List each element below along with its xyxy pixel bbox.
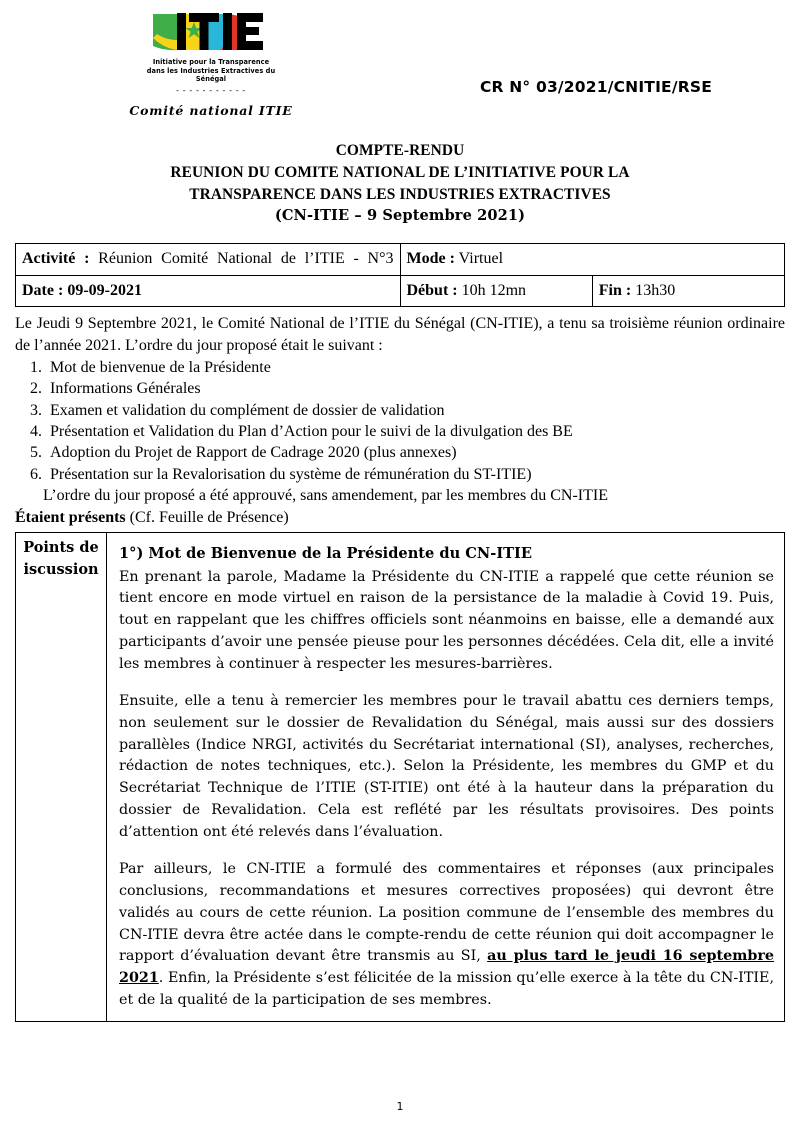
list-item: 1. Mot de bienvenue de la Présidente <box>46 357 800 378</box>
title-line-2: REUNION DU COMITE NATIONAL DE L’INITIATIVE POUR LA <box>170 163 630 181</box>
section-paragraph-3-part-2: . Enfin, la Présidente s’est félicitée de la mission qu’elle exerce à la tête du CN-ITIE, et de la qualité de la participation de ses membres. <box>119 969 774 1008</box>
section-paragraph-1: En prenant la parole, Madame la Présidente du CN-ITIE a rappelé que cette réunion se tient encore en mode virtuel en raison de la persistance de la maladie à Covid 19. Puis, tout en rappelant que les chiffres officiels sont néanmoins en baisse, elle a demandé aux participants d’avoir une pensée pieuse pour les personnes décédées. Cela dit, elle a invité les membres à continuer à respecter les mesures-barrières. <box>119 568 774 672</box>
start-time-label: Début : <box>406 281 458 299</box>
activity-value: Réunion Comité National de l’ITIE - N°3 <box>98 250 394 268</box>
date-cell <box>16 275 401 306</box>
mode-cell <box>400 244 785 275</box>
table-row <box>16 275 785 306</box>
itie-logo-tagline: Initiative pour la Transparence dans les Industries Extractives du Sénégal <box>146 58 276 84</box>
table-row <box>16 244 785 275</box>
title-line-4: (CN-ITIE – 9 Septembre 2021) <box>274 206 526 224</box>
mode-label: Mode : <box>406 250 455 268</box>
end-time-value: 13h30 <box>635 281 676 299</box>
date-value: 09-09-2021 <box>67 281 142 299</box>
attendance-label: Étaient présents <box>15 509 126 527</box>
itie-logo-divider: - - - - - - - - - - - <box>176 86 246 96</box>
activity-label: Activité : <box>22 250 90 268</box>
start-time-value: 10h 12mn <box>461 281 527 299</box>
discussion-points-label-line-1: Points de <box>23 538 99 556</box>
discussion-points-table <box>15 532 785 1023</box>
list-item: 5. Adoption du Projet de Rapport de Cadrage 2020 (plus annexes) <box>46 442 800 463</box>
discussion-points-label <box>16 532 107 1022</box>
table-row <box>16 532 785 1022</box>
document-reference-number: CR N° 03/2021/CNITIE/RSE <box>479 78 712 96</box>
title-line-3: TRANSPARENCE DANS LES INDUSTRIES EXTRACTIVES <box>189 185 611 203</box>
section-paragraph-3-part-1: Par ailleurs, le CN-ITIE a formulé des commentaires et réponses (aux principales conclusions, recommandations et mesures correctives proposées) qui devront être validés au cours de cette réunion. La position commune de l’ensemble des membres du CN-ITIE devra être actée dans le compte-rendu de cette réunion qui doit accompagner le rapport d’évaluation devant être transmis au SI, <box>119 861 774 965</box>
activity-cell <box>16 244 401 275</box>
itie-logo-caption: Comité national ITIE <box>129 103 293 119</box>
intro-paragraph: Le Jeudi 9 Septembre 2021, le Comité National de l’ITIE du Sénégal (CN-ITIE), a tenu sa troisième réunion ordinaire de l’année 2021. L’ordre du jour proposé était le suivant : <box>15 315 785 354</box>
agenda-approval-line: L’ordre du jour proposé a été approuvé, sans amendement, par les membres du CN-ITIE <box>43 487 609 505</box>
end-time-label: Fin : <box>598 281 632 299</box>
attendance-note: (Cf. Feuille de Présence) <box>129 509 289 527</box>
agenda-list <box>0 357 800 486</box>
discussion-points-body <box>107 532 785 1022</box>
list-item: 3. Examen et validation du complément de dossier de validation <box>46 400 800 421</box>
list-item: 6. Présentation sur la Revalorisation du système de rémunération du ST-ITIE) <box>46 464 800 485</box>
section-paragraph-2: Ensuite, elle a tenu à remercier les membres pour le travail abattu ces derniers temps, non seulement sur le dossier de Revalidation du Sénégal, mais aussi sur des dossiers parallèles (Indice NRGI, activités du Secrétariat international (SI), analyses, recherches, rédaction de notes techniques, etc.). Selon la Présidente, les membres du GMP et du Secrétariat Technique de l’ITIE (ST-ITIE) ont été à la hauteur dans la préparation du dossier de Revalidation. Cela est reflété par les résultats provisoires. Des points d’attention ont été relevés dans l’évaluation. <box>119 693 774 840</box>
page-number: 1 <box>396 1100 404 1113</box>
section-paragraph-3 <box>119 859 774 1011</box>
list-item: 2. Informations Générales <box>46 378 800 399</box>
section-heading: 1°) Mot de Bienvenue de la Présidente du CN-ITIE <box>119 544 532 562</box>
meeting-info-table <box>15 243 785 307</box>
senegal-flag-map-graphic <box>147 10 275 56</box>
page-footer <box>0 1100 800 1113</box>
discussion-points-label-line-2: iscussion <box>23 560 99 578</box>
document-title <box>0 140 800 226</box>
list-item: 4. Présentation et Validation du Plan d’Action pour le suivi de la divulgation des BE <box>46 421 800 442</box>
start-time-cell <box>400 275 592 306</box>
itie-logo-mark <box>147 10 275 56</box>
attendance-line <box>15 507 785 529</box>
document-header <box>0 0 800 118</box>
date-label: Date : <box>22 281 64 299</box>
end-time-cell <box>592 275 784 306</box>
mode-value: Virtuel <box>458 250 504 268</box>
itie-logo <box>86 10 336 118</box>
deadline-emphasis: au plus tard le jeudi 16 septembre 2021 <box>119 948 774 986</box>
title-line-1: COMPTE-RENDU <box>335 142 465 159</box>
